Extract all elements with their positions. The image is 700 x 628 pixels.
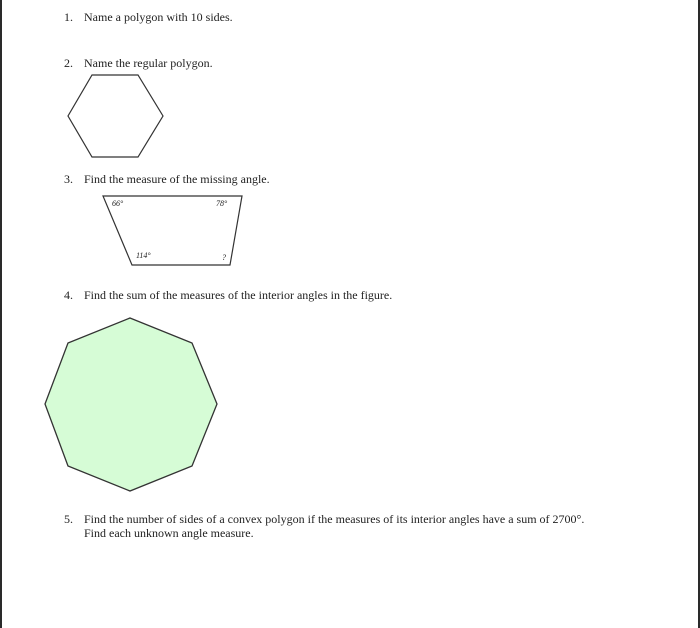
question-text: Name the regular polygon. (84, 56, 213, 70)
angle-label-66: 66° (112, 199, 124, 208)
question-text: Find the sum of the measures of the interior angles in the figure. (84, 288, 393, 302)
question-number: 1. (64, 10, 73, 24)
question-number: 2. (64, 56, 73, 70)
hexagon-shape (68, 75, 163, 157)
angle-label-114: 114° (136, 251, 151, 260)
page-left-border (0, 0, 2, 628)
angle-label-78: 78° (216, 199, 228, 208)
question-text: Name a polygon with 10 sides. (84, 10, 233, 24)
question-number: 4. (64, 288, 73, 302)
octagon-figure (40, 310, 225, 495)
question-number: 3. (64, 172, 73, 186)
question-text: Find the number of sides of a convex polygon if the measures of its interior angles have a sum of 2700°. (84, 512, 585, 526)
angle-label-unknown: ? (222, 253, 226, 262)
question-text: Find the measure of the missing angle. (84, 172, 270, 186)
hexagon-figure (60, 70, 170, 162)
trapezoid-figure (100, 190, 250, 270)
question-number: 5. (64, 512, 73, 526)
octagon-shape (45, 318, 217, 491)
question-text-continued: Find each unknown angle measure. (84, 526, 254, 540)
